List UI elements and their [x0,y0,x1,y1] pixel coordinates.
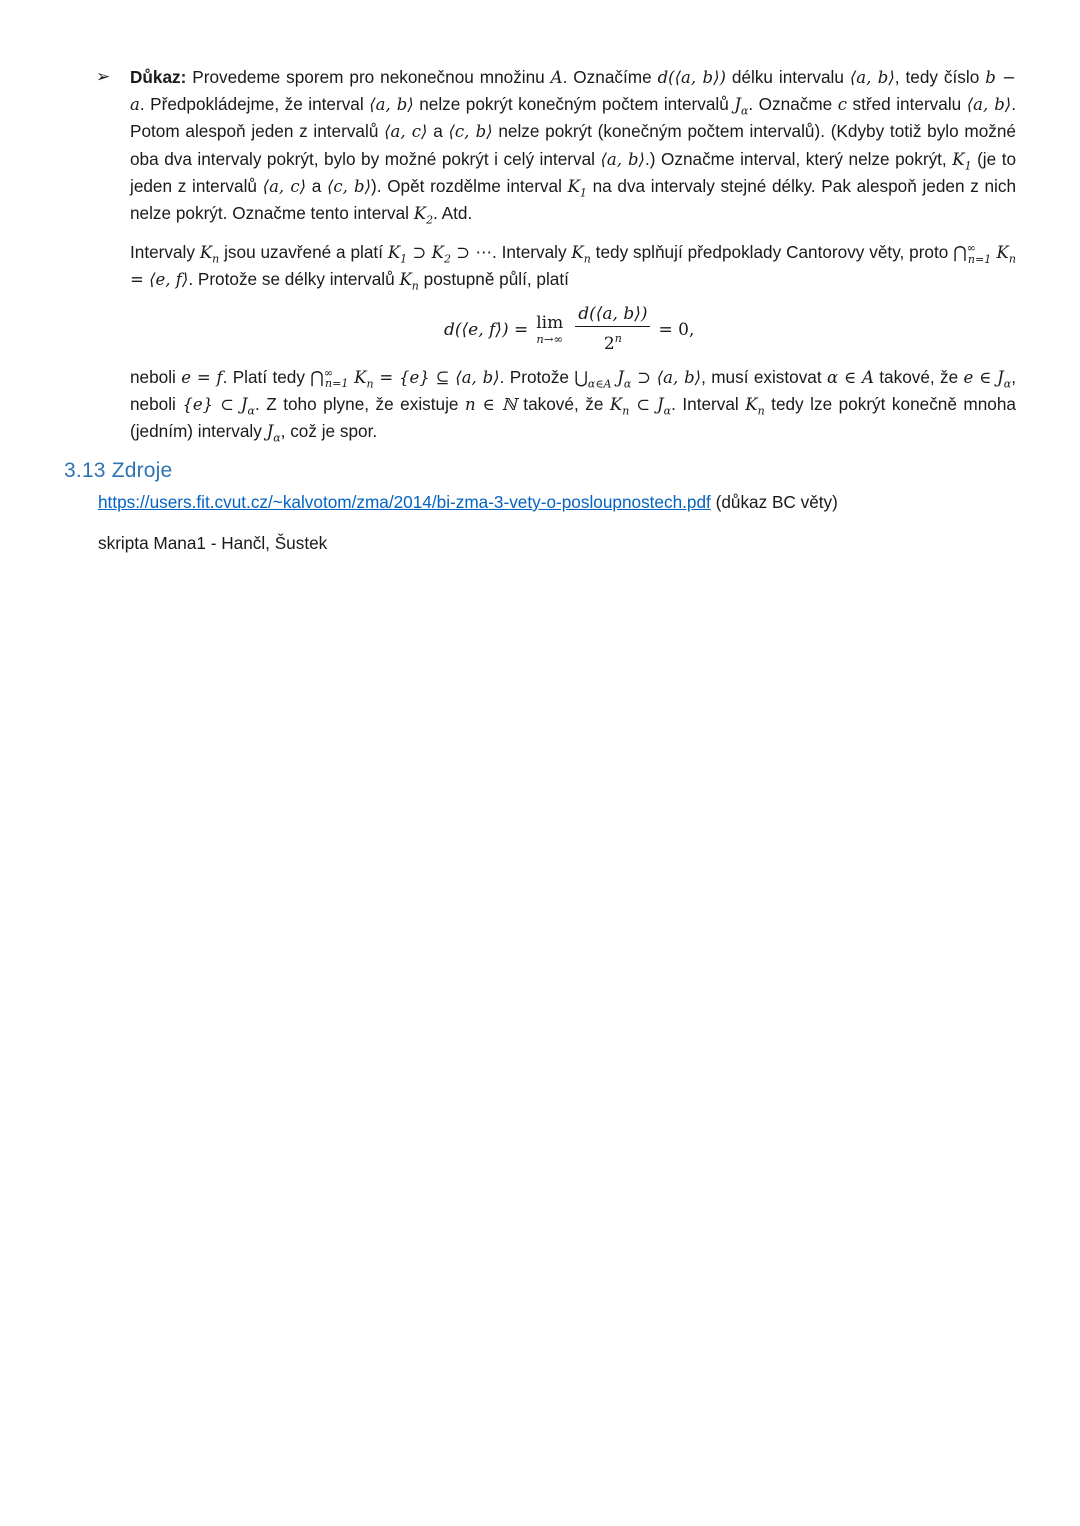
math-symbol: K [399,270,412,290]
limit-subscript: n→∞ [536,331,564,346]
math [571,243,591,266]
text: nelze pokrýt (konečným počtem intervalů). (Kdyby totiž bylo možné oba dva intervaly pokrýt, bylo by možné pokrýt i celý interval [130,121,1016,169]
math: e = f [181,367,223,387]
math [387,243,492,266]
math-symbol: K [991,243,1009,263]
proof-paragraph-1 [130,64,1016,227]
math-expression: ⊂ J [629,394,664,414]
math: ⟨a, b⟩ [849,68,895,87]
text: . Atd. [433,203,473,224]
math: ⟨a, b⟩ [600,149,645,169]
math: ⟨a, b⟩ [966,95,1012,115]
math-expression: = {e} ⊆ ⟨a, b⟩ [373,367,500,387]
text: . Interval [671,393,746,414]
math-subscript: n [622,404,630,418]
text: . Předpokládejme, že interval [139,94,370,115]
text: nelze pokrýt konečným počtem intervalů [413,94,735,115]
union-symbol: ⋃ [574,367,588,387]
source-item-skripta: skripta Mana1 - Hančl, Šustek [98,533,328,553]
math [182,394,255,418]
text: . Intervaly [491,242,572,263]
math: c [837,95,847,115]
math-subscript: α∈A [587,376,612,390]
math-subscript: α [273,431,281,445]
limit-operator [536,314,563,346]
proof-paragraph-3 [130,364,1016,446]
source-item-link [98,490,838,514]
text: tedy splňují předpoklady Cantorovy věty, proto [590,242,954,263]
math-symbol: K [745,394,758,414]
math-symbol: K [431,243,444,263]
text: , musí existovat [701,366,827,387]
math-subscript: n [1008,252,1016,266]
intersection-symbol: ⋂ [310,367,324,387]
math-subscript: n=1 [967,252,992,266]
text: délku intervalu [725,67,850,87]
text: takové, že [873,366,964,387]
text: . Protože [499,366,575,387]
math [310,366,500,390]
text: jsou uzavřené a platí [219,242,388,263]
text: neboli [130,366,182,387]
text: . Označíme [562,67,658,87]
math [609,394,672,418]
math-superscript: ∞ [323,366,334,380]
math-symbol: J [611,367,624,387]
math-subscript: α [740,104,749,118]
math: b − a [130,68,1016,115]
text: na dva intervaly stejné délky. Pak alespoň jeden z nich nelze pokrýt. Označme tento interval [130,175,1017,224]
math-subscript: n=1 [325,376,349,390]
math-symbol: K [348,367,367,387]
text: a [306,175,327,196]
limit-word: lim [536,312,564,333]
math [413,204,434,227]
text: , neboli [130,366,1017,414]
fraction [575,304,650,355]
text: postupně půlí, platí [418,269,569,290]
math-operator: ⊃ [407,243,432,263]
math-symbol: K [609,394,623,414]
math-subscript: α [1003,376,1012,390]
fraction-numerator: d(⟨a, b⟩) [575,304,650,327]
limit-equation [130,302,1016,358]
math [266,422,281,445]
math-superscript: ∞ [966,241,976,255]
math-subscript: 2 [426,213,434,227]
math: d(⟨a, b⟩) [657,68,726,87]
math [745,394,765,418]
text: , tedy číslo [894,67,986,87]
math: ⟨c, b⟩ [448,122,493,142]
fraction-denominator [604,327,622,355]
math-subscript: n [411,279,419,293]
text: . Z toho plyne, že existuje [254,393,465,414]
math-symbol: J [266,422,274,442]
text: a [427,121,449,142]
text: Provedeme sporem pro nekonečnou množinu [186,67,551,87]
math-subscript: 1 [579,186,587,200]
arrow-bullet-icon: ➢ [96,67,111,86]
math [963,367,1012,390]
denominator-exponent: n [614,332,622,346]
math-subscript: n [583,252,591,266]
math [399,270,419,293]
math-symbol: K [199,243,213,263]
intersection-symbol: ⋂ [953,243,967,263]
math-operator: ⊃ ⋯ [450,243,492,263]
math-subscript: 1 [964,158,972,172]
math [734,95,749,118]
equation-lhs: d(⟨e, f⟩) = [444,319,529,340]
math: ⟨c, b⟩ [326,176,372,196]
math-symbol: K [952,149,965,169]
math-expression: ⊃ ⟨a, b⟩ [631,367,702,387]
math-expression: {e} ⊂ J [182,394,248,414]
math-subscript: α [663,404,672,418]
math: ⟨a, b⟩ [369,95,414,115]
math: ⟨a, c⟩ [384,122,428,142]
math: ⟨a, c⟩ [262,176,307,196]
text: . Platí tedy [222,366,311,387]
proof-paragraph-2 [130,239,1016,293]
math-symbol: K [571,243,584,263]
math: α ∈ A [827,367,874,387]
proof-block [96,64,1016,445]
math-symbol: K [387,243,401,263]
math-subscript: α [247,404,255,418]
math-symbol: K [413,204,427,224]
math-symbol: K [567,176,580,196]
denominator-base: 2 [603,334,615,355]
math-subscript: n [366,376,374,390]
section-heading-zdroje: 3.13 Zdroje [64,459,173,482]
math [574,367,702,390]
math-expression: = ⟨e, f⟩ [130,270,189,290]
math: A [550,68,563,87]
text: , což je spor. [280,421,378,442]
text: (je to jeden z intervalů [130,148,1017,196]
text: . Označme [748,94,838,115]
text: tedy lze pokrýt konečně mnoha (jedním) intervaly [130,393,1016,442]
text: . Protože se délky intervalů [188,269,400,290]
math-subscript: α [623,376,632,390]
text: ). Opět rozdělme interval [371,175,568,196]
math [199,243,220,266]
text: střed intervalu [847,94,967,115]
text: takové, že [516,393,610,414]
equation-inner [444,302,694,358]
math [952,149,972,172]
math-subscript: n [757,404,765,418]
math: n ∈ ℕ [464,394,517,414]
math-subscript: 2 [443,252,451,266]
proof-label: Důkaz: [130,67,187,87]
equation-rhs: = 0, [658,319,695,340]
text: . Potom alespoň jeden z intervalů [130,94,1016,142]
math-expression: e ∈ J [963,367,1004,387]
math-symbol: J [734,95,741,115]
source-link-note: (důkaz BC věty) [710,492,838,512]
text: Intervaly [130,242,200,263]
math-subscript: n [212,252,220,266]
math-subscript: 1 [400,252,408,266]
source-link[interactable]: https://users.fit.cvut.cz/~kalvotom/zma/2014/bi-zma-3-vety-o-posloupnostech.pdf [98,492,711,512]
math [567,176,587,200]
text: .) Označme interval, který nelze pokrýt, [645,148,953,169]
